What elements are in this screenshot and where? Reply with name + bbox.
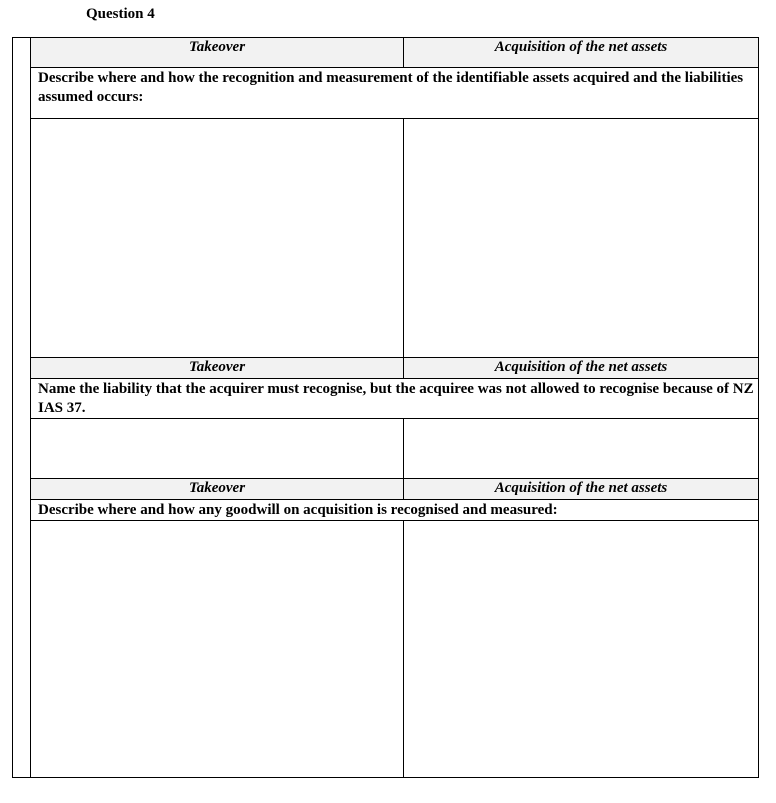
section-2-prompt: Name the liability that the acquirer must recognise, but the acquiree was not allowed to recognise because of NZ IAS 37. (30, 378, 759, 419)
section-3-header-acquisition: Acquisition of the net assets (403, 478, 759, 500)
question-title: Question 4 (86, 6, 155, 22)
section-3-prompt: Describe where and how any goodwill on acquisition is recognised and measured: (30, 499, 759, 521)
section-3-answer-takeover[interactable] (30, 520, 404, 778)
section-1-header-takeover: Takeover (30, 37, 404, 68)
section-1-answer-takeover[interactable] (30, 118, 404, 358)
section-1-header-acquisition: Acquisition of the net assets (403, 37, 759, 68)
section-3-answer-acquisition[interactable] (403, 520, 759, 778)
section-2-answer-acquisition[interactable] (403, 418, 759, 479)
section-2-header-takeover: Takeover (30, 357, 404, 379)
section-2-header-acquisition: Acquisition of the net assets (403, 357, 759, 379)
section-1-answer-acquisition[interactable] (403, 118, 759, 358)
section-2-answer-takeover[interactable] (30, 418, 404, 479)
section-3-header-takeover: Takeover (30, 478, 404, 500)
section-1-prompt: Describe where and how the recognition and measurement of the identifiable assets acquired and the liabilities assumed occurs: (30, 67, 759, 119)
